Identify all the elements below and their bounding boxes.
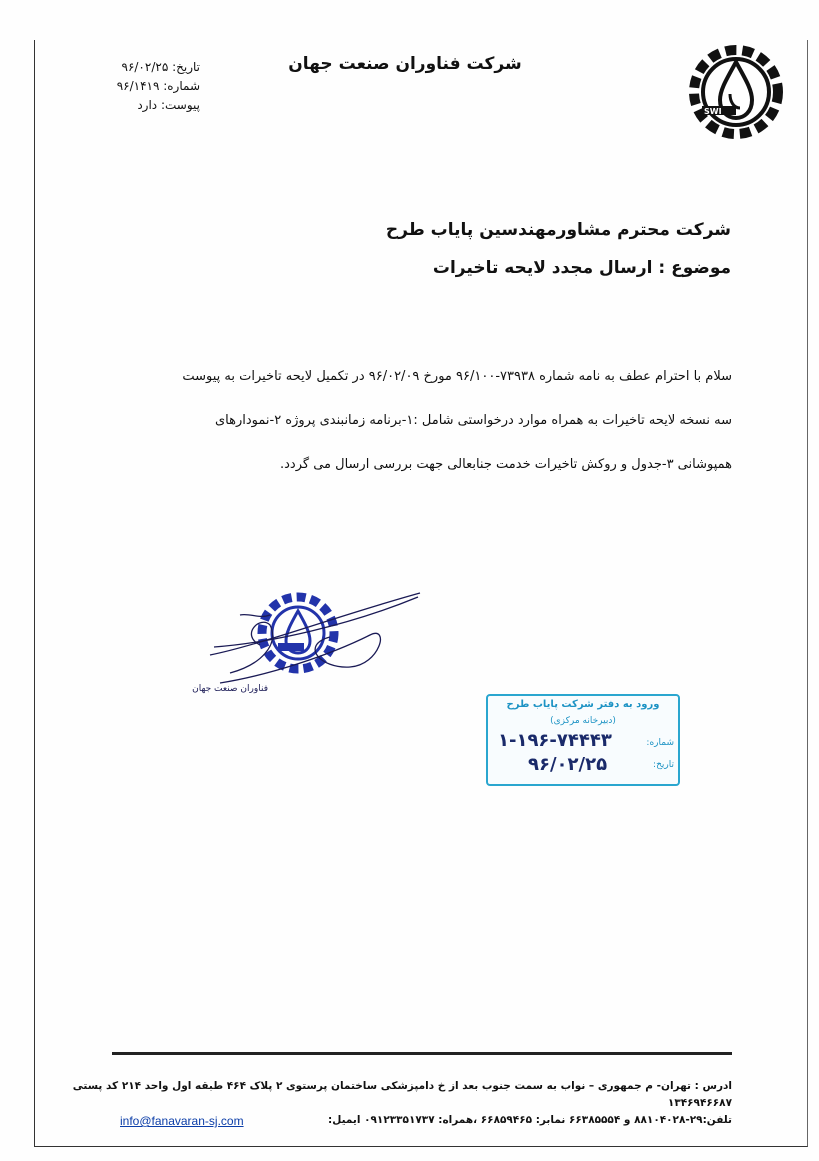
email-link[interactable]: info@fanavaran-sj.com [120, 1114, 244, 1128]
stamp-date: ۹۶/۰۲/۲۵ [528, 754, 608, 775]
body-line: همپوشانی ۳-جدول و روکش تاخیرات خدمت جنابعالی جهت بررسی ارسال می گردد. [280, 457, 732, 472]
letter-attachment: پیوست: دارد [137, 98, 200, 112]
receipt-stamp [486, 694, 680, 786]
body-line: سه نسخه لایحه تاخیرات به همراه موارد درخواستی شامل :۱-برنامه زمانبندی پروژه ۲-نمودارهای [214, 413, 732, 428]
letter-meta [70, 58, 200, 115]
body-line: سلام با احترام عطف به نامه شماره ۷۳۹۳۸-۹۶/۱۰۰ مورخ ۹۶/۰۲/۰۹ در تکمیل لایحه تاخیرات به پیوست [182, 369, 732, 384]
signature-seal [192, 585, 430, 705]
letter-number: شماره: ۹۶/۱۴۱۹ [116, 79, 200, 93]
signature-icon [210, 593, 420, 683]
company-name: شرکت فناوران صنعت جهان [288, 54, 522, 74]
letter-body [100, 355, 732, 487]
stamp-number-label: شماره: [646, 738, 674, 748]
footer-postal-code: ۱۳۴۶۹۴۶۶۸۷ [667, 1097, 732, 1109]
svg-text:فناوران صنعت جهان: فناوران صنعت جهان [192, 684, 268, 694]
stamp-subtitle: (دبیرخانه مرکزی) [550, 716, 616, 726]
stamp-date-label: تاریخ: [653, 760, 674, 770]
recipient: شرکت محترم مشاورمهندسین پایاب طرح [385, 220, 731, 240]
stamp-title: ورود به دفتر شرکت پایاب طرح [506, 699, 660, 710]
svg-text:SWI: SWI [704, 107, 722, 116]
letter-date: تاریخ: ۹۶/۰۲/۲۵ [121, 60, 200, 74]
stamp-number: ۱-۱۹۶-۷۴۴۴۳ [498, 730, 612, 751]
footer-contact: تلفن:۲۹-۸۸۱۰۴۰۲۸ و ۶۶۳۸۵۵۵۴ نمابر: ۶۶۸۵۹۴۶۵ ،همراه: ۰۹۱۲۳۳۵۱۷۳۷ ایمیل: [328, 1114, 732, 1126]
footer-divider [112, 1052, 732, 1055]
seal-lettering-icon [192, 684, 268, 694]
footer-address: ادرس : تهران- م جمهوری – نواب به سمت جنوب بعد از خ دامپزشکی ساختمان پرستوی ۲ پلاک ۴۶۴ طبقه اول واحد ۲۱۴ کد پستی [72, 1080, 732, 1092]
subject: موضوع : ارسال مجدد لایحه تاخیرات [432, 258, 731, 278]
company-logo-icon [680, 36, 792, 148]
